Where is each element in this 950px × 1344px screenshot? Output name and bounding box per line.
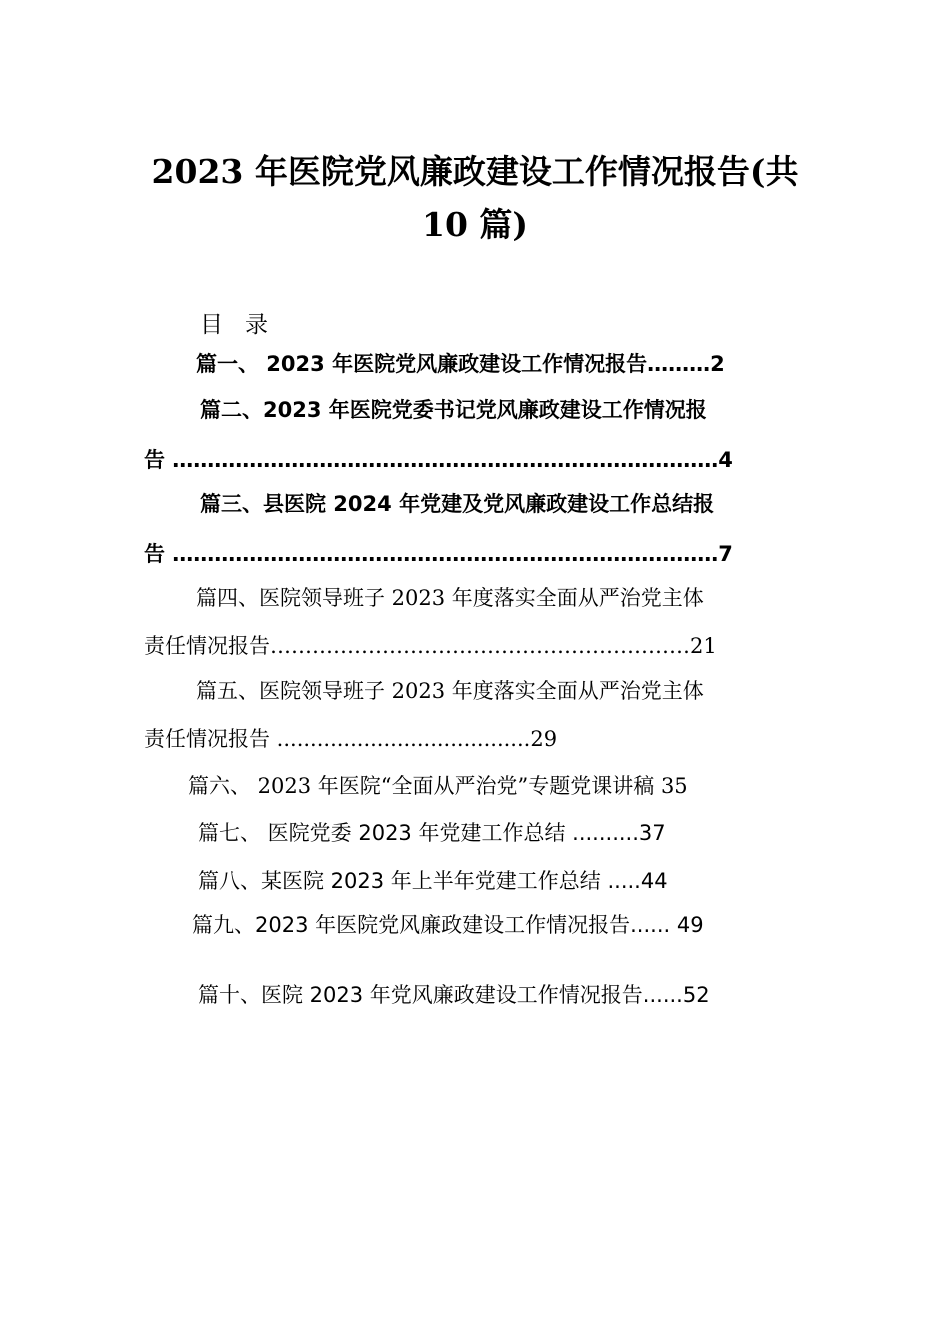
toc-entry-10[interactable]: 篇十、医院 2023 年党风廉政建设工作情况报告......52: [198, 983, 710, 1007]
toc-entry-3[interactable]: 篇三、县医院 2024 年党建及党风廉政建设工作总结报: [200, 492, 715, 516]
document-title-line-1: 2023 年医院党风廉政建设工作情况报告(共: [151, 152, 799, 191]
toc-entry-2[interactable]: 篇二、2023 年医院党委书记党风廉政建设工作情况报: [200, 398, 707, 422]
toc-entry-1[interactable]: 篇一、 2023 年医院党风廉政建设工作情况报告………2: [196, 352, 725, 376]
toc-heading: 目录: [200, 312, 290, 338]
toc-entry-9[interactable]: 篇九、2023 年医院党风廉政建设工作情况报告...... 49: [192, 913, 704, 937]
toc-entry-3-continued[interactable]: 告 ……………………………………………………………………7: [144, 542, 733, 566]
toc-entry-5-continued[interactable]: 责任情况报告 ......................................29: [144, 727, 558, 751]
toc-entry-4[interactable]: 篇四、医院领导班子 2023 年度落实全面从严治党主体: [196, 586, 704, 610]
toc-entry-5[interactable]: 篇五、医院领导班子 2023 年度落实全面从严治党主体: [196, 679, 704, 703]
toc-entry-2-continued[interactable]: 告 ……………………………………………………………………4: [144, 448, 733, 472]
toc-entry-6[interactable]: 篇六、 2023 年医院“全面从严治党”专题党课讲稿 35: [188, 774, 688, 798]
toc-entry-7[interactable]: 篇七、 医院党委 2023 年党建工作总结 ..........37: [198, 821, 666, 845]
toc-entry-8[interactable]: 篇八、某医院 2023 年上半年党建工作总结 .....44: [198, 869, 668, 893]
toc-entry-4-continued[interactable]: 责任情况报告……………………………………………………21: [144, 634, 717, 658]
document-title-line-2: 10 篇): [421, 205, 529, 244]
